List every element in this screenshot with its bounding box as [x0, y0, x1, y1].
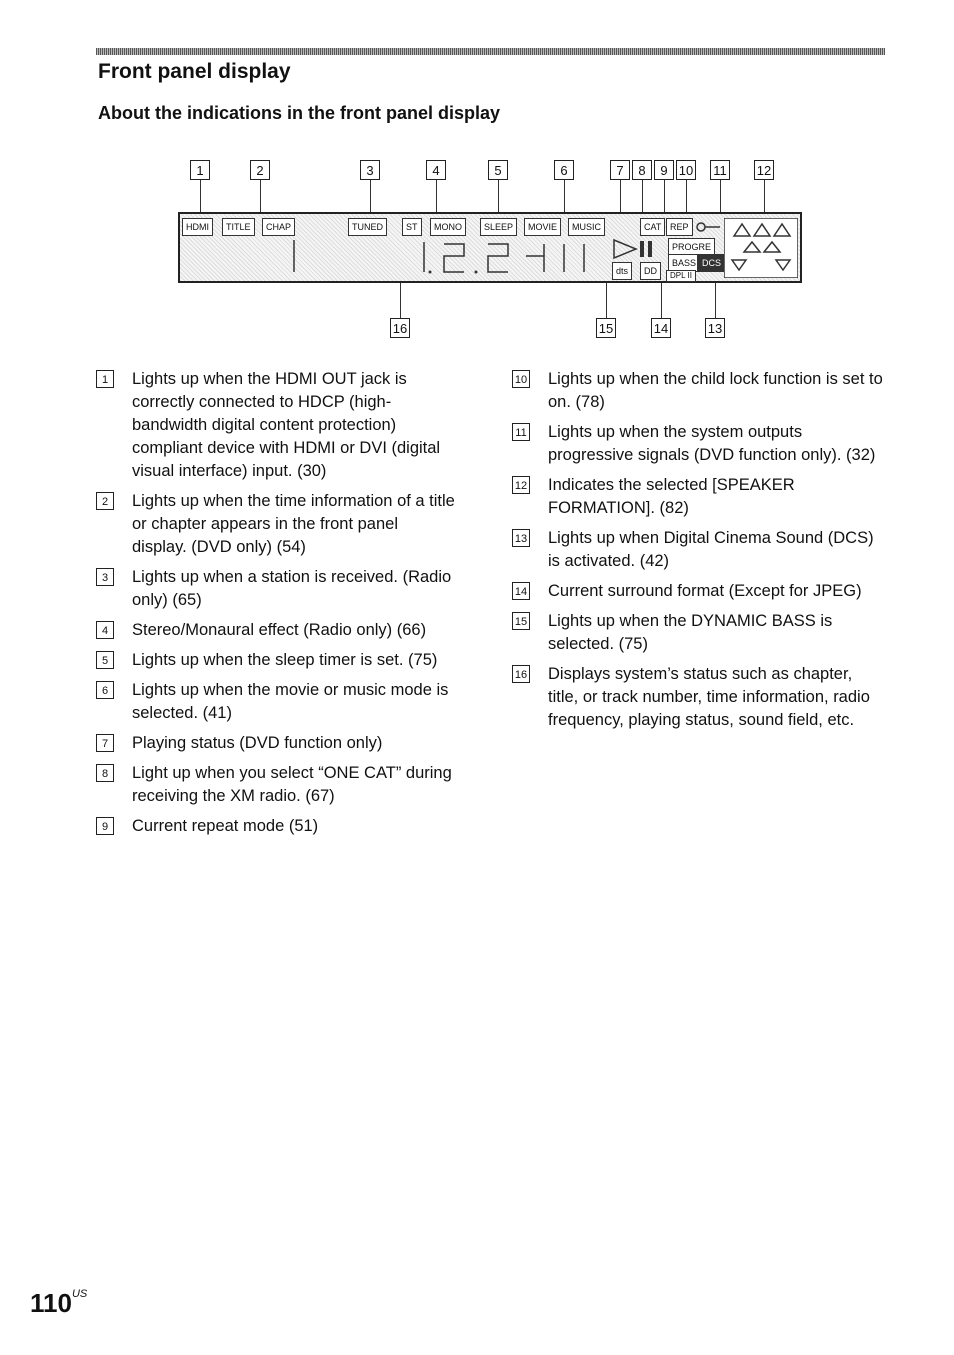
- item-number: 11: [512, 423, 530, 441]
- indicator-dd: DD: [640, 262, 661, 280]
- callout-2: 2: [250, 160, 270, 180]
- item-number: 1: [96, 370, 114, 388]
- leader-line: [664, 180, 665, 216]
- callout-12: 12: [754, 160, 774, 180]
- list-item: [96, 490, 456, 559]
- item-text: Lights up when Digital Cinema Sound (DCS) is activated. (42): [548, 529, 874, 570]
- item-number: 2: [96, 492, 114, 510]
- item-text: Current repeat mode (51): [132, 817, 319, 835]
- item-number: 5: [96, 651, 114, 669]
- leader-line: [764, 180, 765, 216]
- front-panel-figure: [170, 150, 810, 350]
- item-number: 8: [96, 764, 114, 782]
- list-item: [96, 619, 456, 642]
- leader-line: [642, 180, 643, 216]
- leader-line: [260, 180, 261, 216]
- item-text: Lights up when the system outputs progressive signals (DVD function only). (32): [548, 423, 876, 464]
- list-item: [512, 474, 884, 520]
- page-region-suffix: US: [71, 1288, 88, 1300]
- item-number: 7: [96, 734, 114, 752]
- list-item: [512, 610, 884, 656]
- item-text: Light up when you select “ONE CAT” during receiving the XM radio. (67): [132, 764, 452, 805]
- leader-line: [606, 283, 607, 318]
- list-item: [512, 527, 884, 573]
- indicator-dcs: DCS: [698, 254, 725, 272]
- item-number: 15: [512, 612, 530, 630]
- indicator-title: TITLE: [222, 218, 255, 236]
- list-item: [512, 663, 884, 732]
- list-item: [512, 580, 884, 603]
- item-text: Lights up when a station is received. (Radio only) (65): [132, 568, 452, 609]
- item-number: 10: [512, 370, 530, 388]
- subsection-title: About the indications in the front panel display: [98, 103, 501, 123]
- item-number: 12: [512, 476, 530, 494]
- leader-line: [200, 180, 201, 216]
- item-text: Stereo/Monaural effect (Radio only) (66): [132, 621, 427, 639]
- segment-display: [280, 238, 600, 278]
- item-number: 3: [96, 568, 114, 586]
- item-text: Lights up when the movie or music mode is selected. (41): [132, 681, 449, 722]
- page-number-value: 110: [30, 1288, 72, 1318]
- leader-line: [661, 283, 662, 318]
- item-number: 4: [96, 621, 114, 639]
- callout-9: 9: [654, 160, 674, 180]
- indicator-hdmi: HDMI: [182, 218, 213, 236]
- description-list-right: [512, 368, 884, 739]
- item-number: 14: [512, 582, 530, 600]
- indicator-music: MUSIC: [568, 218, 605, 236]
- item-number: 16: [512, 665, 530, 683]
- key-icon: [696, 220, 722, 234]
- callout-7: 7: [610, 160, 630, 180]
- indicator-rep: REP: [666, 218, 693, 236]
- indicator-tuned: TUNED: [348, 218, 387, 236]
- item-text: Indicates the selected [SPEAKER FORMATION]. (82): [548, 476, 795, 517]
- list-item: [96, 679, 456, 725]
- leader-line: [498, 180, 499, 216]
- leader-line: [370, 180, 371, 216]
- page-number: [30, 1288, 87, 1319]
- item-text: Lights up when the time information of a title or chapter appears in the front panel display. (DVD only) (54): [132, 492, 455, 556]
- callout-14: 14: [651, 318, 671, 338]
- list-item: [96, 732, 456, 755]
- list-item: [96, 762, 456, 808]
- callout-1: 1: [190, 160, 210, 180]
- list-item: [96, 815, 456, 838]
- indicator-movie: MOVIE: [524, 218, 561, 236]
- item-number: 9: [96, 817, 114, 835]
- front-panel-display: [178, 212, 802, 283]
- leader-line: [436, 180, 437, 216]
- list-item: [512, 368, 884, 414]
- item-text: Lights up when the DYNAMIC BASS is selected. (75): [548, 612, 833, 653]
- callout-11: 11: [710, 160, 730, 180]
- leader-line: [400, 283, 401, 318]
- item-text: Lights up when the sleep timer is set. (75): [132, 651, 438, 669]
- leader-line: [715, 283, 716, 318]
- indicator-st: ST: [402, 218, 422, 236]
- indicator-bass: BASS: [668, 254, 698, 272]
- callout-13: 13: [705, 318, 725, 338]
- callout-10: 10: [676, 160, 696, 180]
- item-number: 13: [512, 529, 530, 547]
- callout-4: 4: [426, 160, 446, 180]
- callout-5: 5: [488, 160, 508, 180]
- callout-6: 6: [554, 160, 574, 180]
- list-item: [96, 368, 456, 483]
- play-status-icon: [612, 238, 662, 260]
- description-list-left: [96, 368, 456, 845]
- item-text: Lights up when the child lock function is set to on. (78): [548, 370, 883, 411]
- leader-line: [686, 180, 687, 216]
- callout-8: 8: [632, 160, 652, 180]
- item-text: Current surround format (Except for JPEG): [548, 582, 862, 600]
- indicator-cat: CAT: [640, 218, 665, 236]
- indicator-mono: MONO: [430, 218, 466, 236]
- item-text: Displays system’s status such as chapter, title, or track number, time information, radio frequency, playing status, sound field, etc.: [548, 665, 870, 729]
- item-text: Lights up when the HDMI OUT jack is correctly connected to HDCP (high-bandwidth digital content protection) compliant device with HDMI or DVI (digital visual interface) input. (30): [132, 370, 441, 480]
- callout-15: 15: [596, 318, 616, 338]
- leader-line: [564, 180, 565, 216]
- indicator-progre: PROGRE: [668, 238, 715, 256]
- indicator-sleep: SLEEP: [480, 218, 517, 236]
- callout-16: 16: [390, 318, 410, 338]
- list-item: [96, 649, 456, 672]
- section-title: Front panel display: [98, 60, 291, 83]
- speaker-formation-icon: [724, 218, 798, 278]
- list-item: [512, 421, 884, 467]
- indicator-chap: CHAP: [262, 218, 295, 236]
- item-text: Playing status (DVD function only): [132, 734, 383, 752]
- item-number: 6: [96, 681, 114, 699]
- header-rule: [96, 48, 885, 55]
- callout-3: 3: [360, 160, 380, 180]
- indicator-dts: dts: [612, 262, 632, 280]
- indicator-dpl: DPL II: [666, 270, 696, 282]
- list-item: [96, 566, 456, 612]
